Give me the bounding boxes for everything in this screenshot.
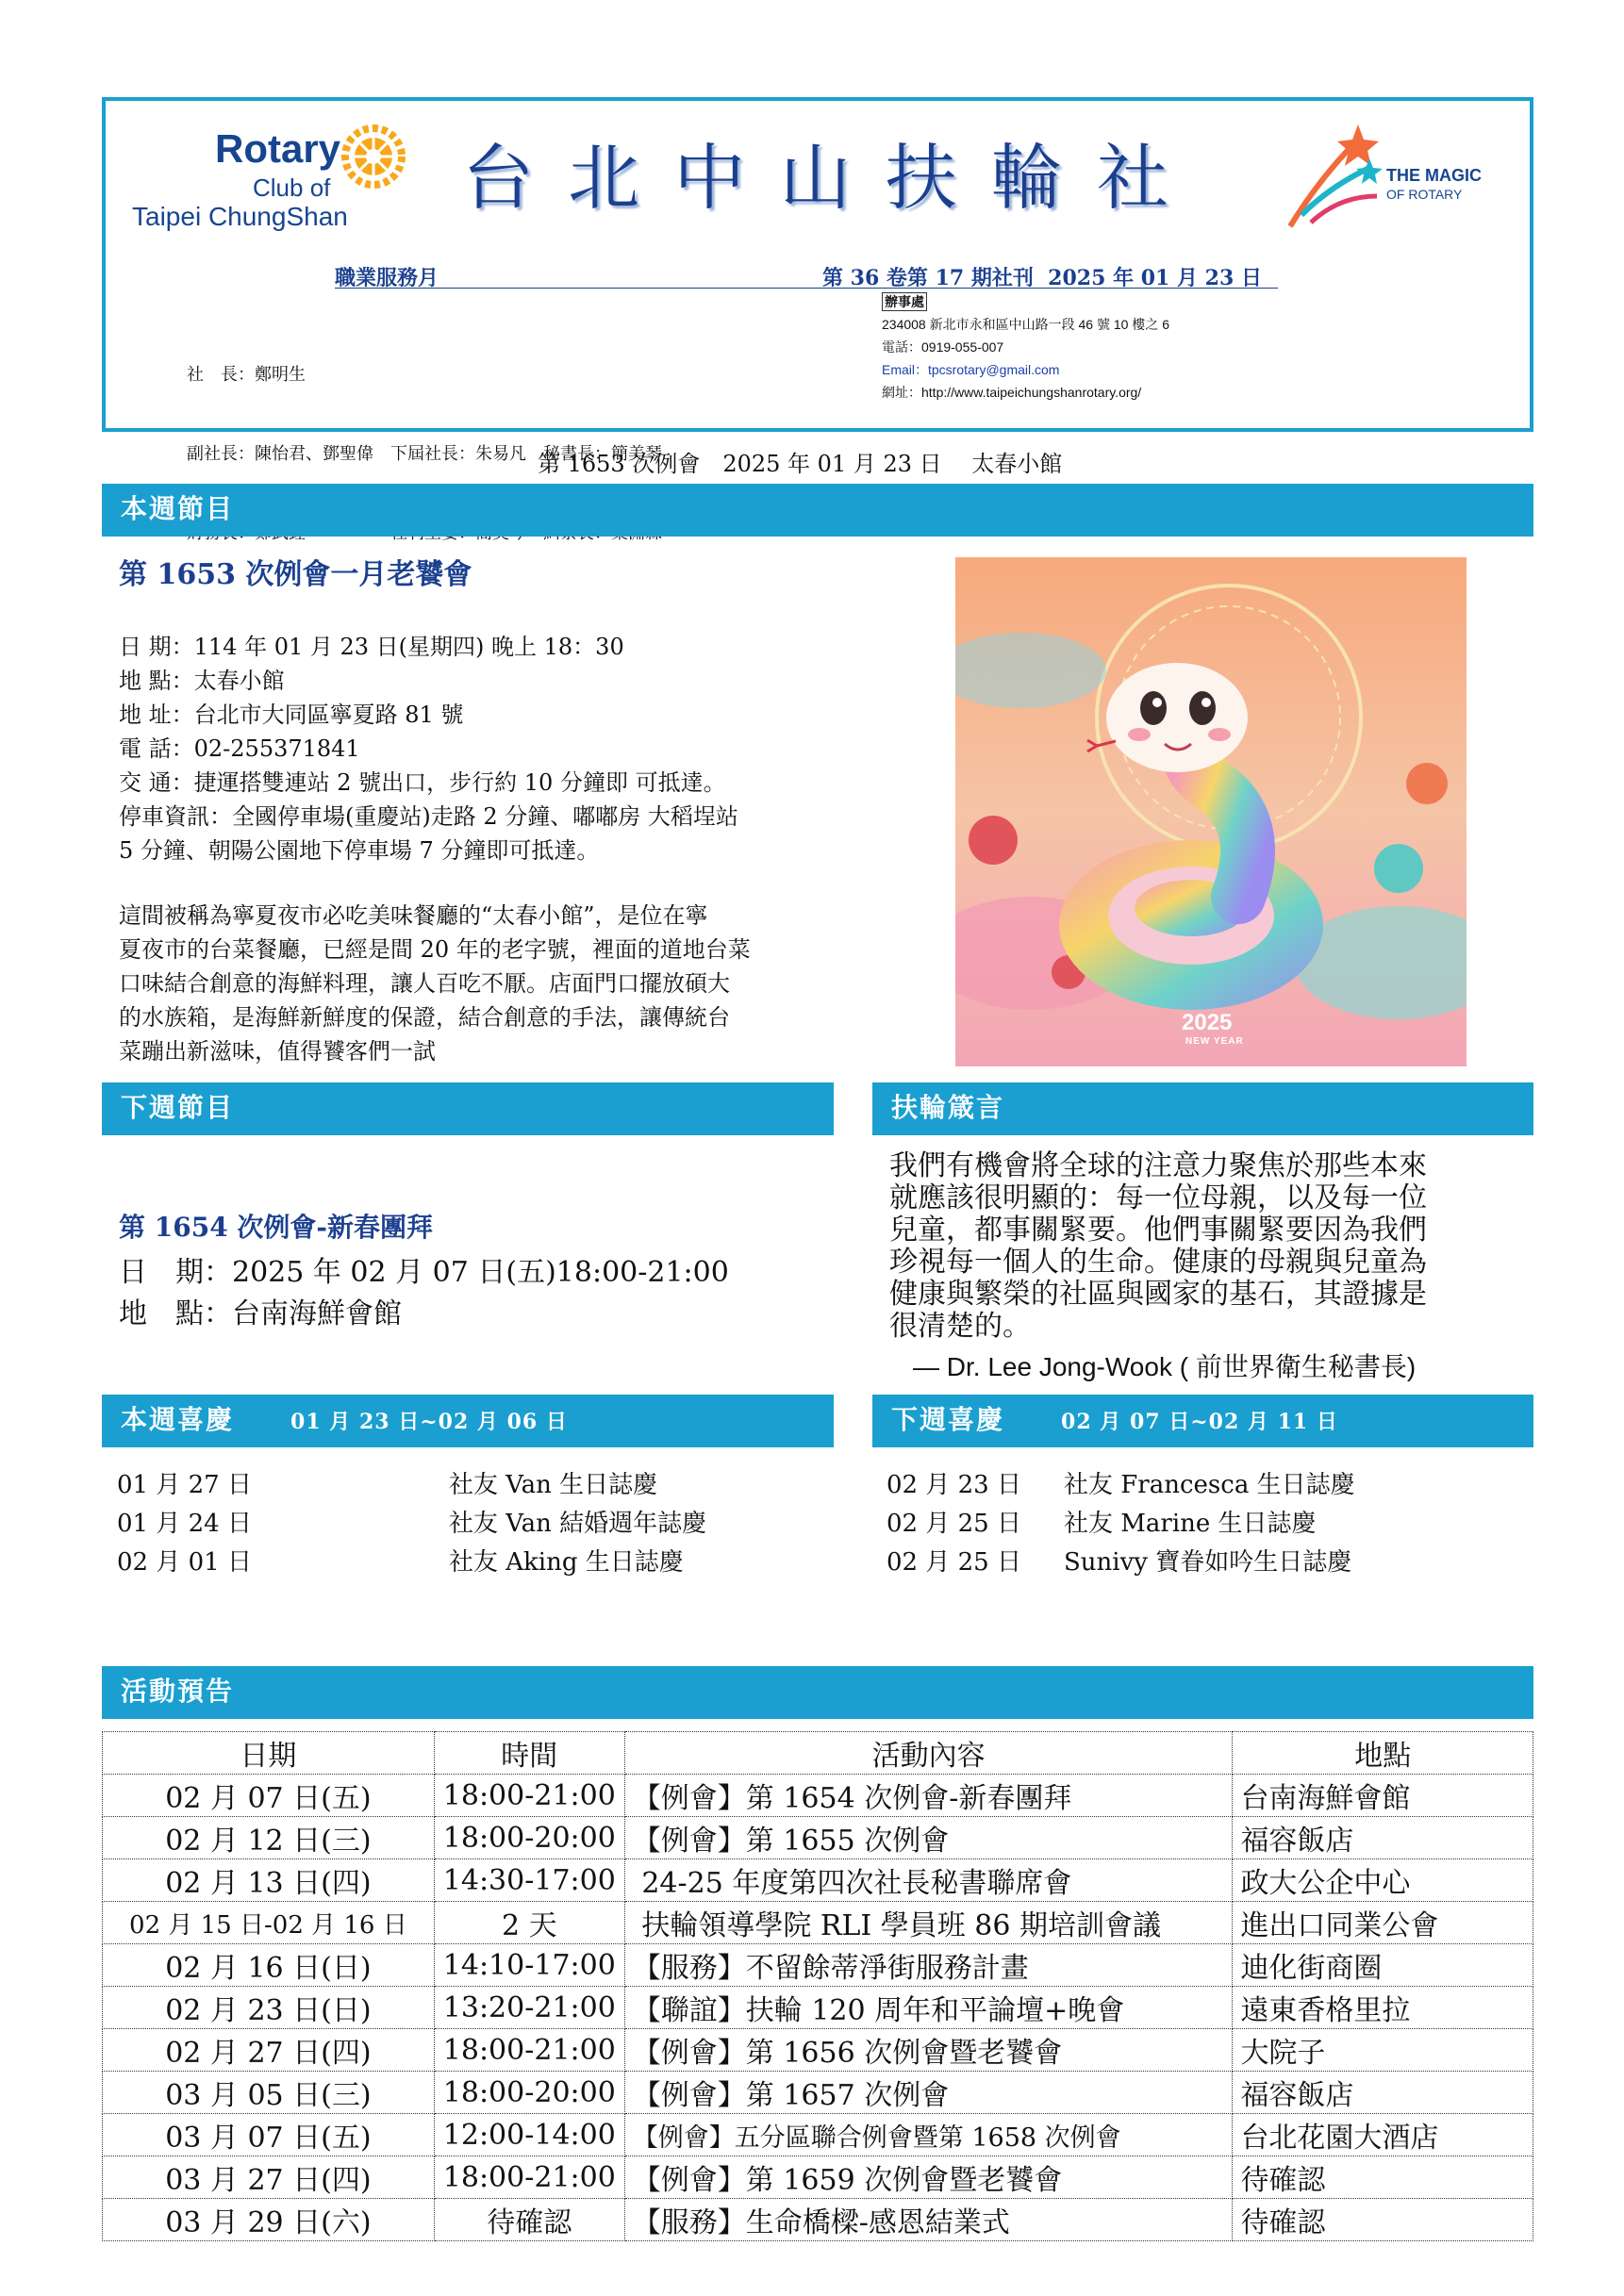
motto-line: 兒童，都事關緊要。他們事關緊要因為我們 xyxy=(889,1214,1427,1247)
magic-line2: OF ROTARY xyxy=(1386,187,1463,202)
col-header-content: 活動內容 xyxy=(624,1732,1233,1775)
cell-date: 03 月 07 日(五) xyxy=(103,2114,435,2156)
cell-content: 24-25 年度第四次社長秘書聯席會 xyxy=(624,1859,1233,1902)
rotary-wordmark: Rotary xyxy=(215,126,341,171)
office-phone: 電話：0919-055-007 xyxy=(882,339,1004,355)
cell-date: 02 月 13 日(四) xyxy=(103,1859,435,1902)
this-week-desc xyxy=(119,899,751,1068)
meeting-line: 第 1653 次例會 2025 年 01 月 23 日 太春小館 xyxy=(538,451,1063,477)
office-email[interactable]: Email：tpcsrotary@gmail.com xyxy=(882,362,1060,377)
cell-content: 【例會】第 1659 次例會暨老饕會 xyxy=(624,2156,1233,2199)
detail-line: 5 分鐘、朝陽公園地下停車場 7 分鐘即可抵達。 xyxy=(119,837,600,864)
officer-line: 副社長：陳怡君、鄧聖偉 下屆社長：朱易凡 秘書長：簡美琴 xyxy=(187,444,662,464)
table-row xyxy=(103,2156,1533,2199)
star-burst-icon xyxy=(1283,121,1386,234)
cell-place: 待確認 xyxy=(1233,2199,1533,2241)
next-week-date: 日 期：2025 年 02 月 07 日(五)18:00-21:00 xyxy=(119,1256,729,1289)
cell-place: 福容飯店 xyxy=(1233,2072,1533,2114)
col-header-time: 時間 xyxy=(434,1732,624,1775)
celebration-date: 02 月 25 日 xyxy=(887,1510,1021,1538)
cell-time: 待確認 xyxy=(434,2199,624,2241)
office-label: 辦事處 xyxy=(882,292,927,311)
celebrations-this-label: 本週喜慶 xyxy=(121,1404,235,1435)
celebrations-next-label: 下週喜慶 xyxy=(891,1404,1005,1435)
cell-place: 福容飯店 xyxy=(1233,1817,1533,1859)
cell-date: 03 月 29 日(六) xyxy=(103,2199,435,2241)
desc-line: 口味結合創意的海鮮料理，讓人百吃不厭。店面門口擺放碩大 xyxy=(119,970,730,997)
celebration-text: 社友 Aking 生日誌慶 xyxy=(449,1548,684,1577)
celebration-date: 01 月 24 日 xyxy=(117,1510,252,1538)
desc-line: 這間被稱為寧夏夜市必吃美味餐廳的“太春小館”，是位在寧 xyxy=(119,902,708,929)
detail-line: 電 話：02-255371841 xyxy=(119,735,360,762)
detail-line: 日 期：114 年 01 月 23 日(星期四) 晚上 18：30 xyxy=(119,634,624,660)
next-week-place: 地 點：台南海鮮會館 xyxy=(119,1297,402,1330)
desc-line: 的水族箱，是海鮮新鮮度的保證，結合創意的手法，讓傳統台 xyxy=(119,1004,730,1031)
magic-of-rotary-logo xyxy=(1283,121,1509,234)
office-website[interactable]: 網址：http://www.taipeichungshanrotary.org/ xyxy=(882,385,1142,400)
cell-time: 18:00-20:00 xyxy=(434,2072,624,2114)
cell-date: 03 月 27 日(四) xyxy=(103,2156,435,2199)
desc-line: 夏夜市的台菜餐廳，已經是間 20 年的老字號，裡面的道地台菜 xyxy=(119,936,751,963)
cell-content: 【例會】第 1654 次例會-新春團拜 xyxy=(624,1775,1233,1817)
image-new-year: NEW YEAR xyxy=(1185,1036,1244,1047)
this-week-bar: 本週節目 xyxy=(102,484,1533,537)
officer-line: 社 長：鄭明生 xyxy=(187,365,306,385)
celebrations-next-bar xyxy=(872,1395,1533,1447)
desc-line: 菜蹦出新滋味，值得饕客們一試 xyxy=(119,1038,436,1065)
cell-place: 政大公企中心 xyxy=(1233,1859,1533,1902)
cell-content: 【聯誼】扶輪 120 周年和平論壇+晚會 xyxy=(624,1987,1233,2029)
office-address: 234008 新北市永和區中山路一段 46 號 10 樓之 6 xyxy=(882,317,1169,332)
col-header-place: 地點 xyxy=(1233,1732,1533,1775)
cell-time: 12:00-14:00 xyxy=(434,2114,624,2156)
cell-date: 03 月 05 日(三) xyxy=(103,2072,435,2114)
club-city-label: Taipei ChungShan xyxy=(132,202,348,231)
month-theme: 職業服務月 xyxy=(335,266,439,290)
cell-time: 18:00-21:00 xyxy=(434,1775,624,1817)
magic-line1: THE MAGIC xyxy=(1386,166,1482,185)
celebration-text: Sunivy 寶眷如吟生日誌慶 xyxy=(1064,1548,1352,1577)
this-week-details xyxy=(119,630,738,867)
issue-info: 第 36 卷第 17 期社刊 2025 年 01 月 23 日 xyxy=(822,266,1262,290)
table-row xyxy=(103,1817,1533,1859)
celebrations-next-range: 02 月 07 日~02 月 11 日 xyxy=(1061,1410,1338,1434)
cell-content: 【例會】第 1655 次例會 xyxy=(624,1817,1233,1859)
cell-time: 2 天 xyxy=(434,1902,624,1944)
activities-table xyxy=(102,1731,1533,2241)
cell-place: 台南海鮮會館 xyxy=(1233,1775,1533,1817)
celebration-text: 社友 Van 結婚週年誌慶 xyxy=(449,1510,707,1538)
cell-content: 【例會】第 1656 次例會暨老饕會 xyxy=(624,2029,1233,2072)
office-block xyxy=(882,290,1169,404)
celebrations-this-bar xyxy=(102,1395,834,1447)
table-row xyxy=(103,1987,1533,2029)
cell-time: 18:00-21:00 xyxy=(434,2029,624,2072)
table-row xyxy=(103,2114,1533,2156)
club-title: 台 北 中 山 扶 輪 社 xyxy=(462,136,1174,220)
cell-time: 18:00-20:00 xyxy=(434,1817,624,1859)
cell-place: 待確認 xyxy=(1233,2156,1533,2199)
motto-line: 很清楚的。 xyxy=(889,1310,1031,1343)
cell-place: 迪化街商圈 xyxy=(1233,1944,1533,1987)
cell-content: 【服務】生命橋樑-感恩結業式 xyxy=(624,2199,1233,2241)
celebration-text: 社友 Francesca 生日誌慶 xyxy=(1064,1471,1355,1499)
detail-line: 停車資訊：全國停車場(重慶站)走路 2 分鐘、嘟嘟房 大稻埕站 xyxy=(119,803,738,830)
next-week-bar: 下週節目 xyxy=(102,1082,834,1135)
table-row xyxy=(103,2029,1533,2072)
cell-time: 18:00-21:00 xyxy=(434,2156,624,2199)
motto-line: 我們有機會將全球的注意力聚焦於那些本來 xyxy=(889,1149,1427,1182)
cell-time: 14:30-17:00 xyxy=(434,1859,624,1902)
celebration-text: 社友 Marine 生日誌慶 xyxy=(1064,1510,1317,1538)
cell-content: 【服務】不留餘蒂淨街服務計畫 xyxy=(624,1944,1233,1987)
activities-bar: 活動預告 xyxy=(102,1666,1533,1719)
celebrations-this-range: 01 月 23 日~02 月 06 日 xyxy=(290,1410,568,1434)
snake-new-year-image xyxy=(955,557,1467,1066)
cell-date: 02 月 16 日(日) xyxy=(103,1944,435,1987)
cell-content: 扶輪領導學院 RLI 學員班 86 期培訓會議 xyxy=(624,1902,1233,1944)
cell-place: 進出口同業公會 xyxy=(1233,1902,1533,1944)
rotary-wheel-icon xyxy=(341,124,406,189)
motto-line: 珍視每一個人的生命。健康的母親與兒童為 xyxy=(889,1246,1427,1279)
table-header-row xyxy=(103,1732,1533,1775)
table-row xyxy=(103,1859,1533,1902)
cell-date: 02 月 27 日(四) xyxy=(103,2029,435,2072)
table-row xyxy=(103,1902,1533,1944)
cell-date: 02 月 07 日(五) xyxy=(103,1775,435,1817)
celebration-date: 02 月 01 日 xyxy=(117,1548,252,1577)
table-row xyxy=(103,1944,1533,1987)
snake-illustration-icon xyxy=(955,557,1467,1066)
club-of-label: Club of xyxy=(253,173,331,202)
celebration-date: 02 月 25 日 xyxy=(887,1548,1021,1577)
cell-date: 02 月 12 日(三) xyxy=(103,1817,435,1859)
motto-line: 就應該很明顯的：每一位母親，以及每一位 xyxy=(889,1181,1427,1214)
cell-time: 13:20-21:00 xyxy=(434,1987,624,2029)
cell-content: 【例會】五分區聯合例會暨第 1658 次例會 xyxy=(624,2114,1233,2156)
celebration-text: 社友 Van 生日誌慶 xyxy=(449,1471,658,1499)
motto-bar: 扶輪箴言 xyxy=(872,1082,1533,1135)
celebration-date: 02 月 23 日 xyxy=(887,1471,1021,1499)
motto-author: — Dr. Lee Jong-Wook ( 前世界衛生秘書長) xyxy=(913,1352,1417,1381)
table-row xyxy=(103,2072,1533,2114)
rotary-logo xyxy=(132,121,434,234)
cell-place: 遠東香格里拉 xyxy=(1233,1987,1533,2029)
image-year: 2025 xyxy=(1182,1010,1233,1035)
detail-line: 地 址：台北市大同區寧夏路 81 號 xyxy=(119,702,464,728)
cell-date: 02 月 23 日(日) xyxy=(103,1987,435,2029)
detail-line: 交 通：捷運搭雙連站 2 號出口，步行約 10 分鐘即 可抵達。 xyxy=(119,769,726,796)
motto-text xyxy=(889,1150,1427,1343)
cell-time: 14:10-17:00 xyxy=(434,1944,624,1987)
detail-line: 地 點：太春小館 xyxy=(119,668,285,694)
cell-place: 大院子 xyxy=(1233,2029,1533,2072)
motto-line: 健康與繁榮的社區與國家的基石，其證據是 xyxy=(889,1278,1427,1311)
table-row xyxy=(103,1775,1533,1817)
cell-date: 02 月 15 日-02 月 16 日 xyxy=(103,1902,435,1944)
table-row xyxy=(103,2199,1533,2241)
cell-content: 【例會】第 1657 次例會 xyxy=(624,2072,1233,2114)
celebration-date: 01 月 27 日 xyxy=(117,1471,252,1499)
col-header-date: 日期 xyxy=(103,1732,435,1775)
next-week-title: 第 1654 次例會-新春團拜 xyxy=(119,1212,434,1243)
this-week-title: 第 1653 次例會一月老饕會 xyxy=(119,558,472,591)
cell-place: 台北花園大酒店 xyxy=(1233,2114,1533,2156)
